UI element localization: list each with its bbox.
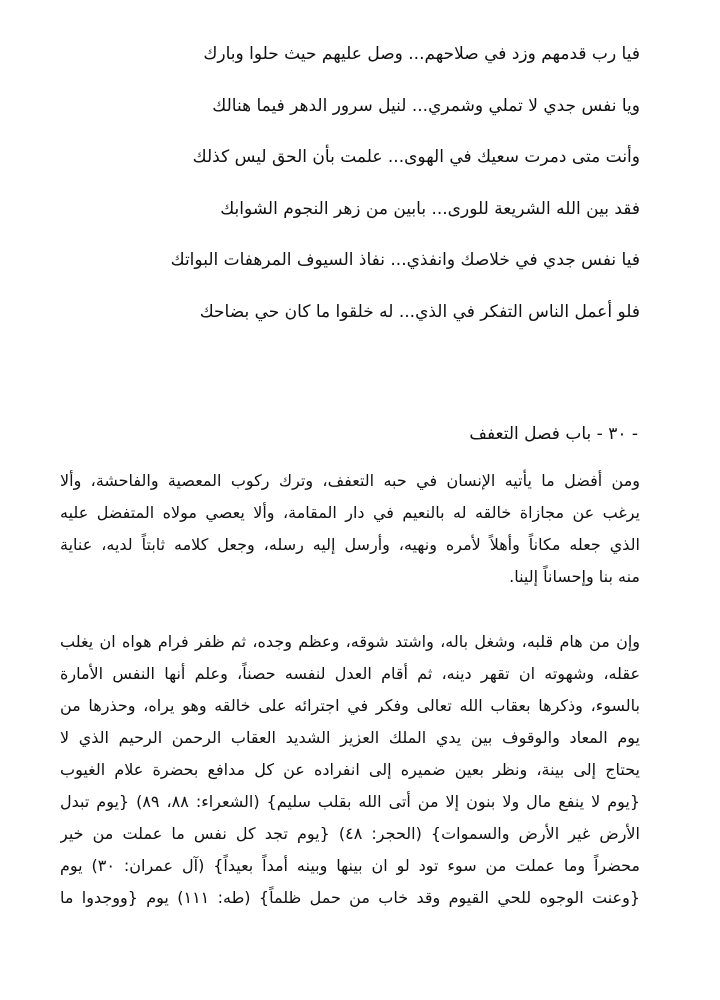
paragraph-line: محضراً وما عملت من سوء تود لو ان بينها وبينه أمداً بعيداً} (آل عمران: ٣٠) يوم bbox=[60, 856, 640, 875]
paragraph-line: الذي جعله مكاناً وأهلاً لأمره ونهيه، وأرسل إليه رسله، وجعل كلامه ثابتاً لديه، عناية bbox=[60, 535, 640, 554]
poem-line: ويا نفس جدي لا تملي وشمري... لنيل سرور الدهر فيما هنالك bbox=[212, 95, 640, 116]
poem-line: فيا رب قدمهم وزد في صلاحهم... وصل عليهم حيث حلوا وبارك bbox=[203, 44, 640, 64]
paragraph-line: الأرض غير الأرض والسموات} (الحجر: ٤٨) {يوم تجد كل نفس ما عملت من خير bbox=[60, 824, 640, 843]
paragraph-1 bbox=[60, 465, 640, 593]
paragraph-line: يوم المعاد والوقوف بين يدي الملك العزيز الشديد العقاب الرحمن الرحيم الذي لا bbox=[60, 728, 640, 747]
paragraph-line: وإن من هام قلبه، وشغل باله، واشتد شوقه، وعظم وجده، ثم ظفر فرام هواه ان يغلب bbox=[60, 632, 640, 651]
poem-line: فلو أعمل الناس التفكر في الذي... له خلقوا ما كان حي بضاحك bbox=[199, 301, 640, 322]
paragraph-line: ومن أفضل ما يأتيه الإنسان في حبه التعفف، وترك ركوب المعصية والفاحشة، وألا bbox=[60, 471, 640, 490]
paragraph-line: منه بنا وإحساناً إلينا. bbox=[509, 567, 640, 586]
paragraph-line: بالسوء، وذكرها بعقاب الله تعالى وفكر في اجترائه على خالقه وهو يراه، وحذرها من bbox=[60, 696, 640, 715]
paragraph-line: عقله، وشهوته ان تقهر دينه، ثم أقام العدل لنفسه حصناً، وعلم أنها النفس الأمارة bbox=[60, 664, 640, 683]
poem bbox=[60, 44, 640, 354]
poem-line: فيا نفس جدي في خلاصك وانفذي... نفاذ السيوف المرهفات البواتك bbox=[170, 250, 640, 271]
paragraph-line: يحتاج إلى بينة، ونظر بعين ضميره إلى انفراده عن كل مدافع بحضرة علام الغيوب bbox=[60, 760, 640, 779]
poem-line: وأنت متى دمرت سعيك في الهوى... علمت بأن الحق ليس كذلك bbox=[192, 147, 640, 168]
paragraph-line: {وعنت الوجوه للحي القيوم وقد خاب من حمل ظلماً} (طه: ١١١) يوم {ووجدوا ما bbox=[60, 888, 640, 907]
paragraph-line: {يوم لا ينفع مال ولا بنون إلا من أتى الله بقلب سليم} (الشعراء: ٨٨، ٨٩) {يوم تبدل bbox=[60, 792, 640, 811]
section-heading: - ٣٠ - باب فصل التعفف bbox=[469, 424, 638, 444]
paragraph-2 bbox=[60, 626, 640, 914]
paragraph-line: يرغب عن مجازاة خالقه له بالنعيم في دار المقامة، وألا يعصي مولاه المتفضل عليه bbox=[60, 503, 640, 522]
poem-line: فقد بين الله الشريعة للورى... بابين من زهر النجوم الشوابك bbox=[220, 198, 640, 219]
